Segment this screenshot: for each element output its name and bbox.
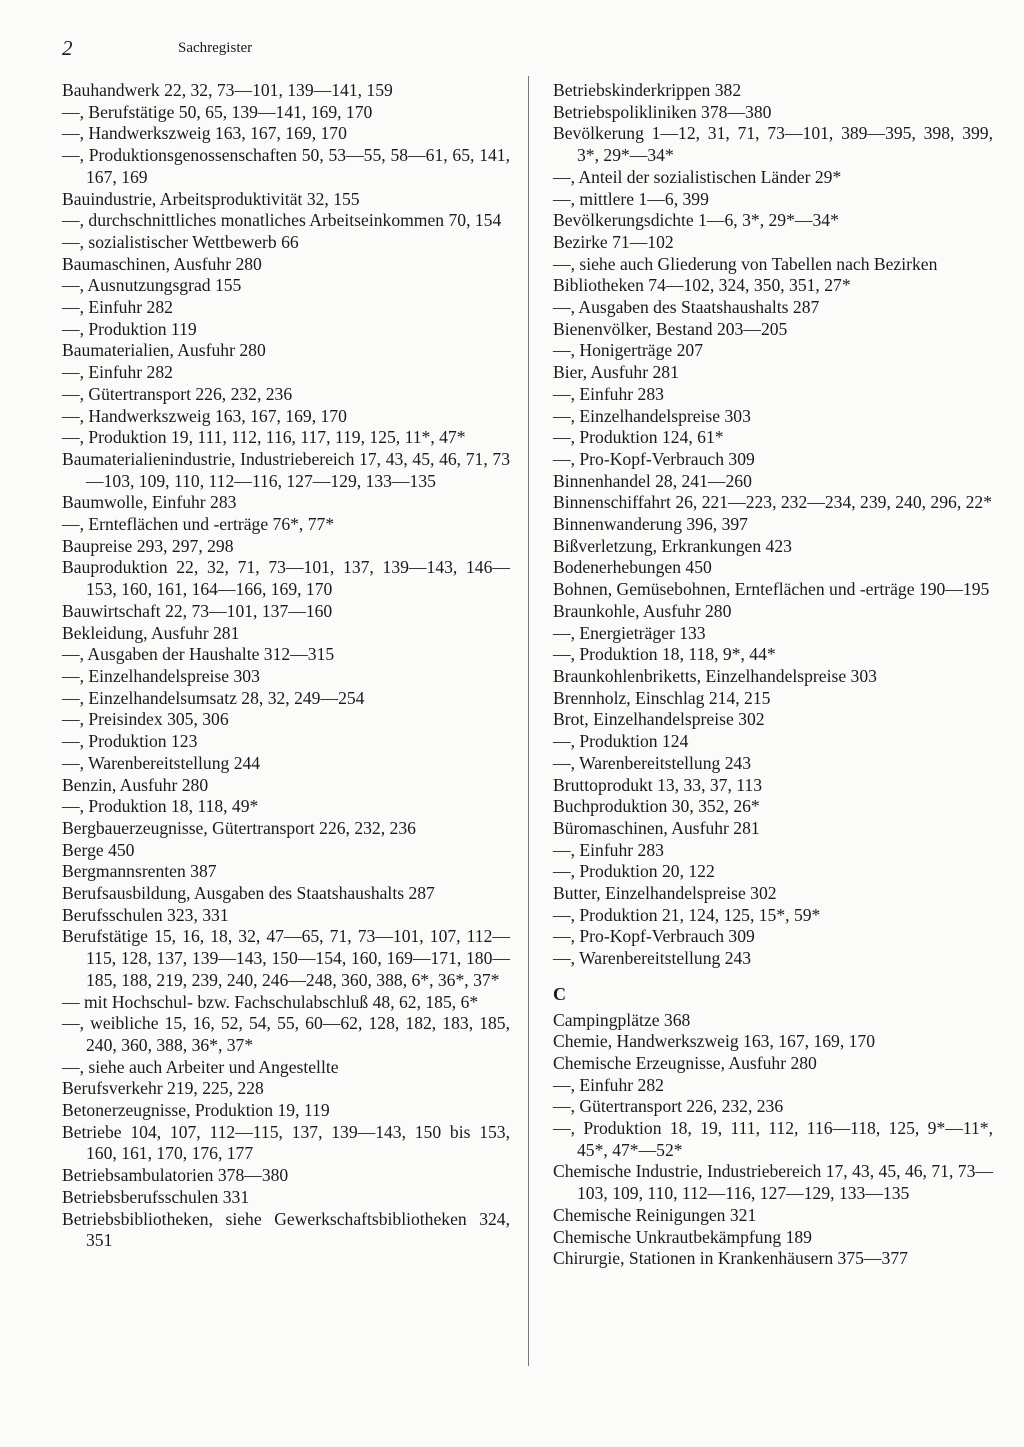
index-entry: Bohnen, Gemüsebohnen, Ernteflächen und -erträge 190—195 [553, 579, 990, 600]
index-entry: —, Einfuhr 283 [553, 383, 664, 404]
index-entry: Berge 450 [62, 839, 135, 860]
index-entry: —, siehe auch Arbeiter und Angestellte [62, 1056, 339, 1077]
index-entry: Betriebe 104, 107, 112—115, 137, 139—143, 150 bis 153, 160, 161, 170, 176, 177 [62, 1121, 510, 1164]
index-entries-c [553, 1010, 993, 1270]
index-entry: —, Pro-Kopf-Verbrauch 309 [553, 926, 755, 947]
index-entry: Bruttoprodukt 13, 33, 37, 113 [553, 774, 763, 795]
index-entry: —, Produktion 18, 19, 111, 112, 116—118, 125, 9*—11*, 45*, 47*—52* [553, 1118, 993, 1160]
index-entry: Buchproduktion 30, 352, 26* [553, 796, 760, 817]
index-column-right [553, 80, 993, 1270]
index-column-left [62, 80, 510, 1252]
index-entry: —, Produktion 19, 111, 112, 116, 117, 119, 125, 11*, 47* [62, 427, 466, 448]
index-entry: Butter, Einzelhandelspreise 302 [553, 883, 777, 904]
index-entry: Chemische Unkrautbekämpfung 189 [553, 1226, 812, 1247]
index-entry: Braunkohlenbriketts, Einzelhandelspreise 303 [553, 665, 877, 686]
index-entry: Bergmannsrenten 387 [62, 861, 217, 882]
index-entry: —, sozialistischer Wettbewerb 66 [62, 231, 299, 252]
index-entry: —, Einzelhandelspreise 303 [62, 665, 260, 686]
index-entry: Berufstätige 15, 16, 18, 32, 47—65, 71, 73—101, 107, 112—115, 128, 137, 139—143, 150—154, 160, 169—171, 180—185, 188, 219, 239, 240, 246—248, 360, 388, 6*, 36*, 37* [62, 926, 510, 990]
index-entry: Berufsverkehr 219, 225, 228 [62, 1078, 264, 1099]
index-entry: Chemische Erzeugnisse, Ausfuhr 280 [553, 1052, 817, 1073]
column-divider [528, 76, 529, 1366]
index-entry: —, Ausgaben des Staatshaushalts 287 [553, 297, 820, 318]
index-entry: Betriebskinderkrippen 382 [553, 80, 742, 100]
index-entry: —, Produktion 18, 118, 49* [62, 796, 259, 817]
index-entry: Brennholz, Einschlag 214, 215 [553, 687, 771, 708]
index-entry: Büromaschinen, Ausfuhr 281 [553, 817, 760, 838]
index-entry: Baumaschinen, Ausfuhr 280 [62, 253, 262, 274]
index-entry: —, siehe auch Gliederung von Tabellen nach Bezirken [553, 253, 938, 274]
index-entry: Baumwolle, Einfuhr 283 [62, 492, 237, 513]
index-entry: Benzin, Ausfuhr 280 [62, 774, 209, 795]
index-entry: —, Produktion 20, 122 [553, 861, 715, 882]
index-entry: Chemische Reinigungen 321 [553, 1204, 757, 1225]
index-entry: —, weibliche 15, 16, 52, 54, 55, 60—62, 128, 182, 183, 185, 240, 360, 388, 36*, 37* [62, 1013, 510, 1055]
page-number: 2 [62, 36, 73, 60]
index-entry: —, Ausgaben der Haushalte 312—315 [62, 644, 335, 665]
index-entry: Bienenvölker, Bestand 203—205 [553, 318, 788, 339]
index-entry: —, Warenbereitstellung 243 [553, 948, 752, 969]
index-entry: Bodenerhebungen 450 [553, 557, 712, 578]
index-entry: —, Produktion 21, 124, 125, 15*, 59* [553, 904, 821, 925]
index-entry: Binnenwanderung 396, 397 [553, 514, 748, 535]
index-entry: —, Produktion 124 [553, 731, 689, 752]
index-entry: Betonerzeugnisse, Produktion 19, 119 [62, 1100, 330, 1121]
index-entry: Bezirke 71—102 [553, 231, 674, 252]
index-entry: —, Ausnutzungsgrad 155 [62, 275, 242, 296]
index-entry: Bibliotheken 74—102, 324, 350, 351, 27* [553, 275, 851, 296]
index-entry: —, Pro-Kopf-Verbrauch 309 [553, 448, 755, 469]
index-entry: —, Gütertransport 226, 232, 236 [553, 1096, 784, 1117]
index-entry: Bauwirtschaft 22, 73—101, 137—160 [62, 600, 333, 621]
index-entry: Berufsausbildung, Ausgaben des Staatshaushalts 287 [62, 883, 435, 904]
index-entry: Bergbauerzeugnisse, Gütertransport 226, 232, 236 [62, 817, 416, 838]
index-entry: —, mittlere 1—6, 399 [553, 188, 709, 209]
index-entry: Chirurgie, Stationen in Krankenhäusern 375—377 [553, 1248, 908, 1269]
index-entry: —, Einfuhr 282 [62, 297, 173, 318]
index-entry: —, Produktion 123 [62, 731, 198, 752]
index-entry: —, Warenbereitstellung 244 [62, 752, 261, 773]
index-entry: —, Produktion 124, 61* [553, 427, 724, 448]
section-letter-c: C [553, 983, 566, 1004]
index-entry: Betriebsbibliotheken, siehe Gewerkschaftsbibliotheken 324, 351 [62, 1208, 510, 1251]
index-entry: —, Einfuhr 282 [62, 362, 173, 383]
index-entry: Brot, Einzelhandelspreise 302 [553, 709, 765, 730]
index-entry: —, Einzelhandelsumsatz 28, 32, 249—254 [62, 687, 365, 708]
index-entry: Bauindustrie, Arbeitsproduktivität 32, 155 [62, 188, 360, 209]
index-entry: — mit Hochschul- bzw. Fachschulabschluß 48, 62, 185, 6* [62, 991, 479, 1012]
index-entry: Berufsschulen 323, 331 [62, 904, 229, 925]
index-entry: —, Honigerträge 207 [553, 340, 703, 361]
index-entry: Baupreise 293, 297, 298 [62, 535, 234, 556]
index-entry: —, Energieträger 133 [553, 622, 706, 643]
index-entry: —, Produktionsgenossenschaften 50, 53—55, 58—61, 65, 141, 167, 169 [62, 145, 510, 187]
index-entry: Bauhandwerk 22, 32, 73—101, 139—141, 159 [62, 80, 393, 100]
index-entry: Bauproduktion 22, 32, 71, 73—101, 137, 139—143, 146—153, 160, 161, 164—166, 169, 170 [62, 557, 510, 600]
index-entry: Braunkohle, Ausfuhr 280 [553, 600, 732, 621]
index-entry: —, Produktion 119 [62, 318, 197, 339]
index-entry: Bevölkerungsdichte 1—6, 3*, 29*—34* [553, 210, 839, 231]
index-entry: —, Einfuhr 283 [553, 839, 664, 860]
index-entry: —, Handwerkszweig 163, 167, 169, 170 [62, 123, 347, 144]
index-entry: Bier, Ausfuhr 281 [553, 362, 679, 383]
index-entry: Bevölkerung 1—12, 31, 71, 73—101, 389—395, 398, 399, 3*, 29*—34* [553, 123, 993, 166]
index-entry: Bekleidung, Ausfuhr 281 [62, 622, 240, 643]
index-entry: —, Handwerkszweig 163, 167, 169, 170 [62, 405, 347, 426]
index-entry: —, Ernteflächen und -erträge 76*, 77* [62, 514, 335, 535]
index-entry: Betriebspolikliniken 378—380 [553, 101, 772, 122]
running-title: Sachregister [178, 40, 253, 56]
index-entry: —, Warenbereitstellung 243 [553, 752, 752, 773]
index-entry: Baumaterialien, Ausfuhr 280 [62, 340, 266, 361]
index-entry: —, Einfuhr 282 [553, 1074, 664, 1095]
index-entry: —, Einzelhandelspreise 303 [553, 405, 751, 426]
index-entry: Campingplätze 368 [553, 1009, 691, 1030]
index-entry: —, Anteil der sozialistischen Länder 29* [553, 166, 842, 187]
index-entry: Betriebsberufsschulen 331 [62, 1186, 250, 1207]
index-entry: —, Produktion 18, 118, 9*, 44* [553, 644, 776, 665]
index-entry: —, Preisindex 305, 306 [62, 709, 229, 730]
index-entry: Binnenhandel 28, 241—260 [553, 470, 752, 491]
index-entry: Betriebsambulatorien 378—380 [62, 1165, 289, 1186]
index-entry: Chemie, Handwerkszweig 163, 167, 169, 170 [553, 1031, 876, 1052]
index-entry: —, Berufstätige 50, 65, 139—141, 169, 170 [62, 101, 373, 122]
index-entry: —, Gütertransport 226, 232, 236 [62, 383, 293, 404]
index-entry: Bißverletzung, Erkrankungen 423 [553, 535, 792, 556]
index-entry: —, durchschnittliches monatliches Arbeitseinkommen 70, 154 [62, 210, 502, 231]
index-entry: Chemische Industrie, Industriebereich 17, 43, 45, 46, 71, 73—103, 109, 110, 112—116, 127—129, 133—135 [553, 1161, 993, 1204]
index-entry: Baumaterialienindustrie, Industriebereich 17, 43, 45, 46, 71, 73—103, 109, 110, 112—116, 127—129, 133—135 [62, 448, 510, 491]
index-entry: Binnenschiffahrt 26, 221—223, 232—234, 239, 240, 296, 22* [553, 492, 993, 513]
index-entries-b [553, 80, 993, 970]
